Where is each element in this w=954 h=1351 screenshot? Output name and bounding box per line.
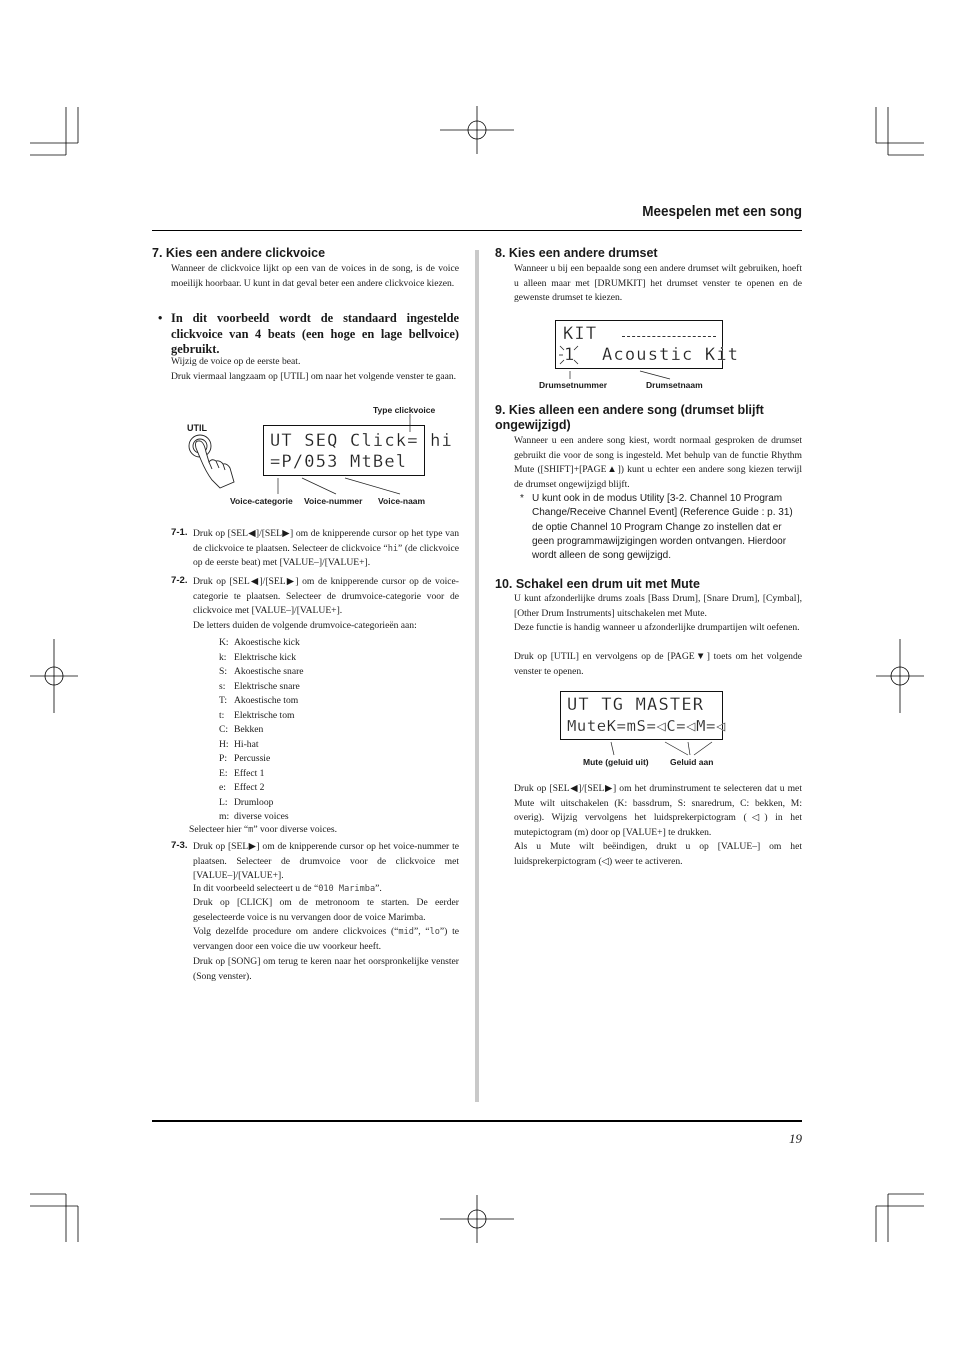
section-10-body-2: Deze functie is handig wanneer u afzonderlijke drumpartijen wilt oefenen. — [514, 622, 800, 633]
section-9-body: Wanneer u een andere song kiest, wordt normaal gesproken de drumset gebruikt die voor de song is ingesteld. Met behulp van de functie Rhythm Mute ([SHIFT]+[PAGE▲]) kunt u echter een andere song kiezen terwijl de drumset ongewijzigd blijft. — [514, 435, 802, 490]
category-description: Hi-hat — [234, 738, 259, 750]
category-key: S: — [219, 666, 228, 677]
section-9-note: U kunt ook in de modus Utility [3-2. Channel 10 Program Change/Receive Channel Event] (Reference Guide : p. 31) de optie Channel 10 Program Change zo instellen dat er geen programmawijzigingen worden ontvangen. Hierdoor wordt alleen de song gewijzigd. — [532, 493, 793, 562]
voice-number-label: Voice-nummer — [304, 496, 363, 506]
bullet-text: In dit voorbeeld wordt de standaard ingestelde clickvoice van 4 beats (een hoge en lage bellvoice) gebruikt. — [171, 311, 459, 357]
press-util-text: Druk viermaal langzaam op [UTIL] om naar het volgende venster te gaan. — [171, 371, 457, 382]
category-key: H: — [219, 738, 229, 750]
sound-on-label: Geluid aan — [670, 757, 714, 767]
category-key: C: — [219, 724, 229, 735]
category-description: Akoestische kick — [234, 637, 300, 648]
category-key: t: — [219, 709, 225, 721]
category-key: k: — [219, 651, 227, 663]
category-description: Akoestische snare — [234, 666, 304, 677]
category-key: P: — [219, 753, 228, 764]
section-10-body-3: Druk op [UTIL] en vervolgens op de [PAGE▼] toets om het volgende venster te openen. — [514, 651, 802, 677]
category-description: Elektrische snare — [234, 680, 300, 692]
voice-name-label: Voice-naam — [378, 496, 426, 506]
footer-rule — [152, 1120, 802, 1122]
category-description: diverse voices — [234, 811, 289, 822]
mute-label: Mute (geluid uit) — [583, 757, 649, 767]
category-description: Elektrische kick — [234, 651, 297, 663]
category-key: K: — [219, 637, 229, 648]
category-description: Drumloop — [234, 796, 274, 808]
step-7-2-number: 7-2. — [171, 575, 188, 586]
section-10-paragraph-1: Druk op [SEL◀]/[SEL▶] om het druminstrument te selecteren dat u met Mute wilt uitschakelen (K: bassdrum, S: snaredrum, C: bekken, M: overig). Wijzig vervolgens het luidsprekerpictogram (◁) in het mutepictogram (m) door op [VALUE+] te drukken. — [514, 783, 802, 838]
lcd-line-2: MuteK=mS=◁C=◁M=◁ — [567, 717, 726, 735]
step-7-3-click: Druk op [CLICK] om de metronoom te starten. De eerder geselecteerde voice is nu vervangen door de voice Marimba. — [193, 897, 459, 923]
step-7-3-number: 7-3. — [171, 840, 188, 851]
step-7-3-same: Volg dezelfde procedure om andere clickvoices (“mid”, “lo”) te vervangen door een voice die uw voorkeur heeft. — [193, 926, 459, 952]
category-key: E: — [219, 767, 228, 779]
step-7-1-text: Druk op [SEL◀]/[SEL▶] om de knipperende cursor op het type van de clickvoice te plaatsen. Selecteer de clickvoice “hi” (de clickvoice op de eerste beat) met [VALUE–]/[VALUE+]. — [193, 528, 459, 569]
page-header-title: Meespelen met een song — [642, 203, 802, 220]
util-button-label: UTIL — [187, 423, 207, 433]
type-clickvoice-label: Type clickvoice — [373, 405, 436, 415]
select-misc-text: Selecteer hier “m” voor diverse voices. — [189, 824, 337, 835]
category-key: T: — [219, 695, 228, 706]
section-7-heading: 7. Kies een andere clickvoice — [152, 246, 326, 260]
lcd-line-1: UT SEQ Click= hi — [270, 431, 453, 451]
section-7-body: Wanneer de clickvoice lijkt op een van de voices in de song, is de voice moeilijk hoorbaar. U kunt in dat geval beter een andere clickvoice kiezen. — [171, 263, 459, 289]
category-key: L: — [219, 796, 228, 808]
drumset-name-label: Drumsetnaam — [646, 380, 703, 390]
voice-category-label: Voice-categorie — [230, 496, 293, 506]
section-8-body: Wanneer u bij een bepaalde song een andere drumset wilt gebruiken, hoeft u alleen maar met [DRUMKIT] het drumset venster te openen en de gewenste drumset te kiezen. — [514, 263, 802, 304]
category-description: Effect 2 — [234, 782, 265, 793]
lcd-kit-label: KIT — [563, 324, 598, 344]
page-number: 19 — [789, 1131, 802, 1146]
lcd-line-1: UT TG MASTER — [567, 695, 705, 715]
step-7-1-number: 7-1. — [171, 527, 188, 538]
change-voice-text: Wijzig de voice op de eerste beat. — [171, 356, 301, 367]
step-7-3-song: Druk op [SONG] om terug te keren naar het oorspronkelijke venster (Song venster). — [193, 956, 459, 982]
lcd-kit-number: 1 — [564, 345, 576, 365]
category-key: e: — [219, 782, 226, 793]
category-description: Akoestische tom — [234, 695, 299, 706]
bullet-mark: • — [158, 311, 163, 325]
category-key: s: — [219, 680, 226, 692]
category-description: Bekken — [234, 724, 264, 735]
category-description: Percussie — [234, 753, 271, 764]
lcd-kit-name: Acoustic Kit — [602, 345, 740, 365]
section-10-paragraph-2: Als u Mute wilt beëindigen, drukt u op [VALUE–] om het luidsprekerpictogram (◁) weer te activeren. — [514, 841, 802, 867]
category-description: Effect 1 — [234, 767, 265, 779]
lcd-line-2: =P/053 MtBel — [270, 452, 408, 472]
category-letters-intro: De letters duiden de volgende drumvoice-categorieën aan: — [193, 620, 417, 631]
category-key: m: — [219, 811, 230, 822]
section-9-heading: 9. Kies alleen een andere song (drumset blijft ongewijzigd) — [495, 403, 764, 432]
category-description: Elektrische tom — [234, 709, 295, 721]
section-9-note-mark: * — [520, 493, 524, 504]
step-7-3-example: In dit voorbeeld selecteert u de “010 Marimba”. — [193, 883, 382, 894]
section-10-heading: 10. Schakel een drum uit met Mute — [495, 577, 700, 591]
drumset-number-label: Drumsetnummer — [539, 380, 608, 390]
section-10-body-1: U kunt afzonderlijke drums zoals [Bass Drum], [Snare Drum], [Cymbal], [Other Drum Instruments] uitschakelen met Mute. — [514, 593, 802, 619]
step-7-2-text: Druk op [SEL◀]/[SEL▶] om de knipperende cursor op de voice-categorie te plaatsen. Selecteer de drumvoice-categorie voor de clickvoice met [VALUE–]/[VALUE+]. — [193, 576, 459, 617]
step-7-3-text: Druk op [SEL▶] om de knipperende cursor op het voice-nummer te plaatsen. Selecteer de drumvoice voor de clickvoice met [VALUE–]/[VALUE+]. — [193, 841, 459, 882]
section-8-heading: 8. Kies een andere drumset — [495, 246, 658, 260]
